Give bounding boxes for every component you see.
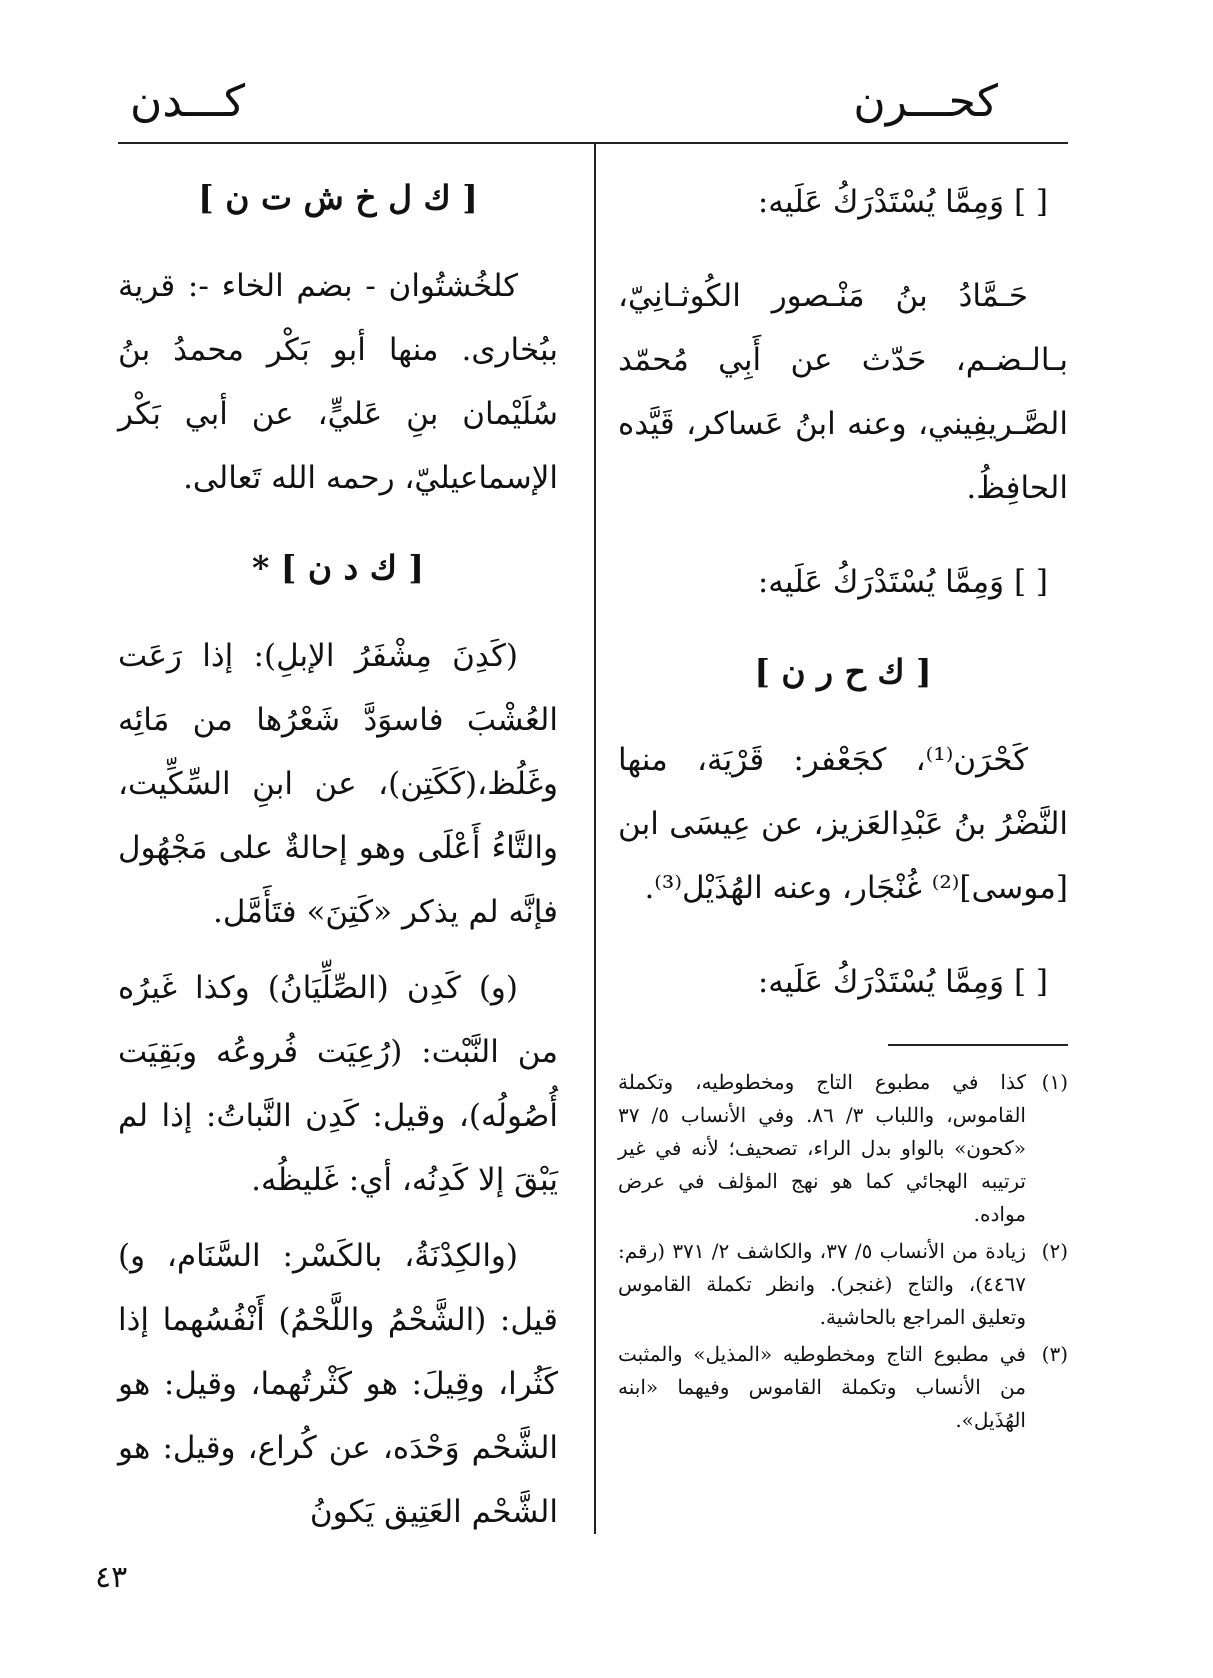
column-divider bbox=[594, 144, 596, 1534]
header-rule bbox=[118, 142, 1068, 144]
footnote bbox=[618, 1338, 1068, 1437]
paragraph-kalkhushtuwan: كلخُشتُوان - بضم الخاء -: قرية ببُخارى. منها أبو بَكْر محمدُ بنُ سُلَيْمان بنِ عَليٍّ، عن أبي بَكْر الإسماعيليّ، رحمه الله تَعالى. bbox=[118, 268, 558, 496]
footnote-text: كذا في مطبوع التاج ومخطوطيه، وتكملة القاموس، واللباب ٣/ ٨٦. وفي الأنساب ٥/ ٣٧ «كحون» بالواو بدل الراء، تصحيف؛ لأنه في غير ترتيبه الهجائي كما هو نهج المؤلف في عرض مواده. bbox=[618, 1070, 1026, 1226]
footnote bbox=[618, 1066, 1068, 1231]
paragraph-kidna: (والكِدْنَةُ، بالكَسْر: السَّنَام، و) قيل: (الشَّحْمُ واللَّحْمُ) أَنْفُسُهما إذا كَثُرا، وقِيلَ: هو كَثْرتُهما، وقيل: هو الشَّحْم وَحْدَه، عن كُراع، وقيل: هو الشَّحْم العَتِيق يَكونُ bbox=[118, 1238, 558, 1530]
mustadrak-note-1: [ ] وَمِمَّا يُسْتَدْرَكُ عَلَيه: bbox=[757, 184, 1048, 220]
footnote-number: (٣) bbox=[1041, 1342, 1068, 1366]
left-column bbox=[118, 170, 558, 1544]
running-head-right: كحـــرن bbox=[853, 76, 998, 127]
entry-heading-kahran: [ ك ح ر ن ] bbox=[754, 652, 932, 691]
mustadrak-note-2: [ ] وَمِمَّا يُسْتَدْرَكُ عَلَيه: bbox=[757, 564, 1048, 600]
footnote-text: في مطبوع التاج ومخطوطيه «المذيل» والمثبت من الأنساب وتكملة القاموس وفيهما «ابنه الهُذَيل». bbox=[618, 1342, 1026, 1432]
mustadrak-note-3: [ ] وَمِمَّا يُسْتَدْرَكُ عَلَيه: bbox=[757, 964, 1048, 1000]
page-number: ٤٣ bbox=[95, 1560, 128, 1595]
paragraph-kadina-silliyan: (و) كَدِن (الصِّلِّيَانُ) وكذا غَيرُه من النَّبْت: (رُعِيَت فُروعُه وبَقِيَت أُصُولُه)، وقيل: كَدِن النَّباتُ: إذا لم يَبْقَ إلا كَدِنُه، أي: غَليظُه. bbox=[118, 970, 558, 1198]
right-column bbox=[618, 170, 1068, 1441]
footnote-text: زيادة من الأنساب ٥/ ٣٧، والكاشف ٢/ ٣٧١ (رقم: ٤٤٦٧)، والتاج (غنجر). وانظر تكملة القاموس وتعليق المراجع بالحاشية. bbox=[618, 1239, 1026, 1329]
paragraph-kadina-mishfar: (كَدِنَ مِشْفَرُ الإبلِ): إذا رَعَت العُشْبَ فاسوَدَّ شَعْرُها من مَائِه وغَلُظ،(كَكَتِن)، عن ابنِ السِّكِّيت، والتَّاءُ أَعْلَى وهو إحالةٌ على مَجْهُول فإنَّه لم يذكر «كَتِنَ» فتَأَمَّل. bbox=[118, 638, 558, 930]
paragraph-kahran: كَحْرَن⁽¹⁾، كجَعْفر: قَرْيَة، منها النَّضْرُ بنُ عَبْدِالعَزيز، عن عِيسَى ابن [موسى]⁽²⁾ غُنْجَار، وعنه الهُذَيْل⁽³⁾. bbox=[618, 742, 1068, 906]
entry-heading-kalkhushtan: [ ك ل خ ش ت ن ] bbox=[198, 178, 478, 217]
footnote bbox=[618, 1235, 1068, 1334]
footnote-rule bbox=[888, 1044, 1068, 1046]
footnote-number: (٢) bbox=[1041, 1239, 1068, 1263]
entry-heading-kadan: [ ك د ن ] * bbox=[251, 548, 425, 587]
running-head-left: كـــدن bbox=[130, 76, 246, 127]
paragraph-hammad: حَـمَّادُ بنُ مَنْـصور الكُوثـانِيّ، بـالـضـم، حَدّث عن أَبِي مُحمّد الصَّـريفِيني، وعنه ابنُ عَساكر، قَيَّده الحافِظُ. bbox=[618, 278, 1068, 506]
footnote-number: (١) bbox=[1041, 1070, 1068, 1094]
